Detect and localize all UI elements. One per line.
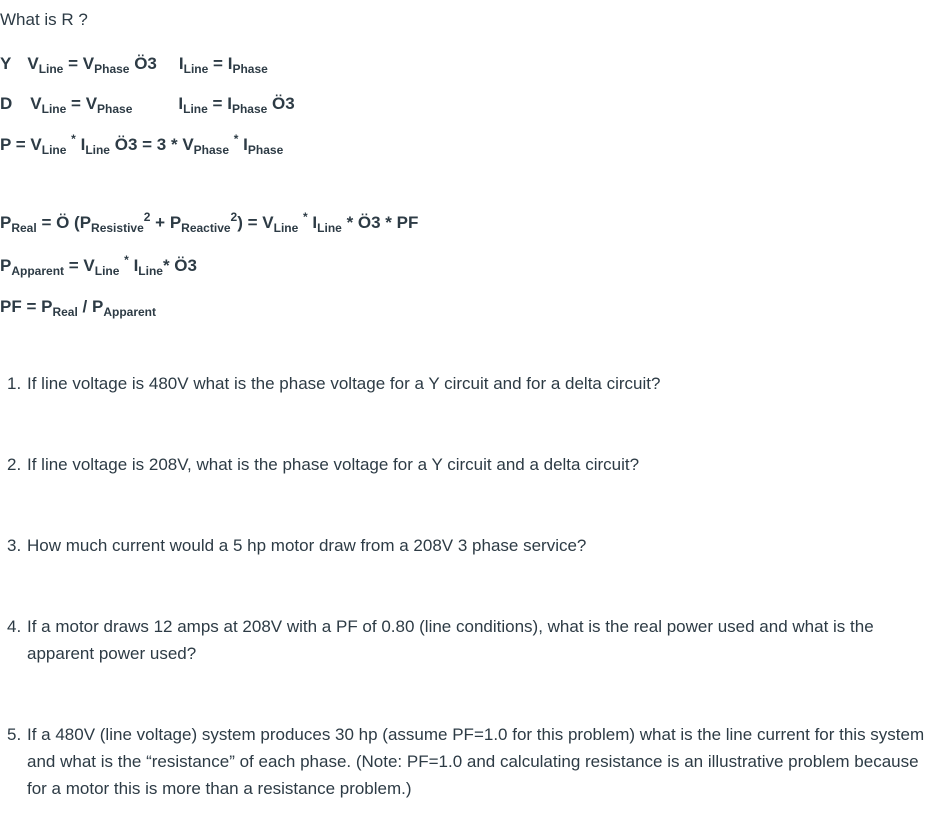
formula-operator: + P [155,213,182,232]
formula-subscript: Phase [231,102,268,116]
formula-subscript: Phase [94,62,130,76]
formula-operator: = Ö (P [41,213,92,232]
formula-symbol: V [30,94,42,113]
formula-operator: = [212,94,223,113]
question-text: If a 480V (line voltage) system produces 30 hp (assume PF=1.0 for this problem) what is the line current for this system and what is the “resistance” of each phase. (Note: PF=1.0 and calculating resistance is an illustrative problem because for a motor this is more than a resistance problem.) [27,725,925,798]
formula-symbol: V [85,94,98,113]
formula-operator: / P [82,297,104,316]
formula-symbol: I [227,94,232,113]
question-5 [7,721,942,802]
formula-operator: PF = P [0,297,53,316]
formula-subscript: Phase [232,62,268,76]
formula-delta-connection [0,93,295,115]
formula-operator: = [213,54,223,73]
question-4 [7,613,937,667]
question-2 [7,451,639,478]
formula-subscript: Reactive [181,221,231,235]
formula-subscript: Line [273,221,299,235]
formula-subscript: Line [41,102,67,116]
formula-symbol: I [80,135,86,154]
formula-symbol: P [0,256,12,275]
formula-symbol: V [27,54,39,73]
formula-symbol: I [312,213,318,232]
formula-symbol: I [133,256,139,275]
formula-factor: Ö3 [272,94,295,113]
formula-subscript: Real [52,305,78,319]
page-title-text: What is R ? [0,10,88,29]
formula-symbol: P [0,213,12,232]
formula-operator: * [233,132,239,146]
formula-factor: Ö3 [134,54,157,73]
formula-operator: * Ö3 * PF [346,213,419,232]
y-label: Y [0,54,12,73]
formula-subscript: Line [38,62,64,76]
formula-superscript: 2 [230,210,238,224]
formula-subscript: Real [11,221,37,235]
formula-subscript: Line [41,143,67,157]
formula-subscript: Phase [193,143,230,157]
formula-subscript: Line [317,221,342,235]
formula-y-connection [0,53,268,75]
question-text: If line voltage is 208V, what is the phase voltage for a Y circuit and a delta circuit? [27,455,640,474]
question-number: 5. [7,725,22,744]
question-number: 3. [7,536,22,555]
formula-subscript: Apparent [103,305,156,319]
formula-symbol: V [82,54,95,73]
formula-operator: = 3 * [142,135,178,154]
formula-operator: * [303,210,308,224]
formula-power-factor [0,296,156,318]
page-title [0,9,88,31]
question-number: 1. [7,374,22,393]
question-number: 2. [7,455,22,474]
question-text: How much current would a 5 hp motor draw from a 208V 3 phase service? [27,536,587,555]
question-text: If line voltage is 480V what is the phase voltage for a Y circuit and for a delta circuit? [27,374,661,393]
question-text: If a motor draws 12 amps at 208V with a PF of 0.80 (line conditions), what is the real power used and what is the apparent power used? [27,617,874,663]
formula-subscript: Phase [247,143,284,157]
d-label: D [0,94,13,113]
formula-subscript: Line [85,143,110,157]
formula-subscript: Line [183,102,208,116]
formula-operator: = [68,54,79,73]
question-3 [7,532,586,559]
question-number: 4. [7,617,22,636]
formula-symbol: V [30,135,42,154]
formula-operator: * [71,132,76,146]
formula-operator: = [71,94,81,113]
formula-subscript: Line [183,62,209,76]
formula-symbol: I [227,54,233,73]
formula-operator: * [124,253,129,267]
formula-apparent-power [0,255,197,277]
formula-operator: * Ö3 [162,256,197,275]
formula-operator: = V [68,256,95,275]
formula-subscript: Phase [97,102,133,116]
formula-real-power [0,212,418,234]
formula-power [0,134,283,156]
formula-symbol: I [243,135,248,154]
formula-subscript: Resistive [91,221,144,235]
formula-symbol: V [182,135,194,154]
formula-factor: Ö3 [114,135,138,154]
question-1 [7,370,660,397]
formula-operator: ) = V [237,213,274,232]
formula-symbol: I [178,54,184,73]
formula-operator: P = [0,135,26,154]
formula-superscript: 2 [143,210,151,224]
formula-subscript: Line [138,264,163,278]
formula-subscript: Apparent [11,264,65,278]
formula-symbol: I [178,94,184,113]
formula-subscript: Line [94,264,120,278]
